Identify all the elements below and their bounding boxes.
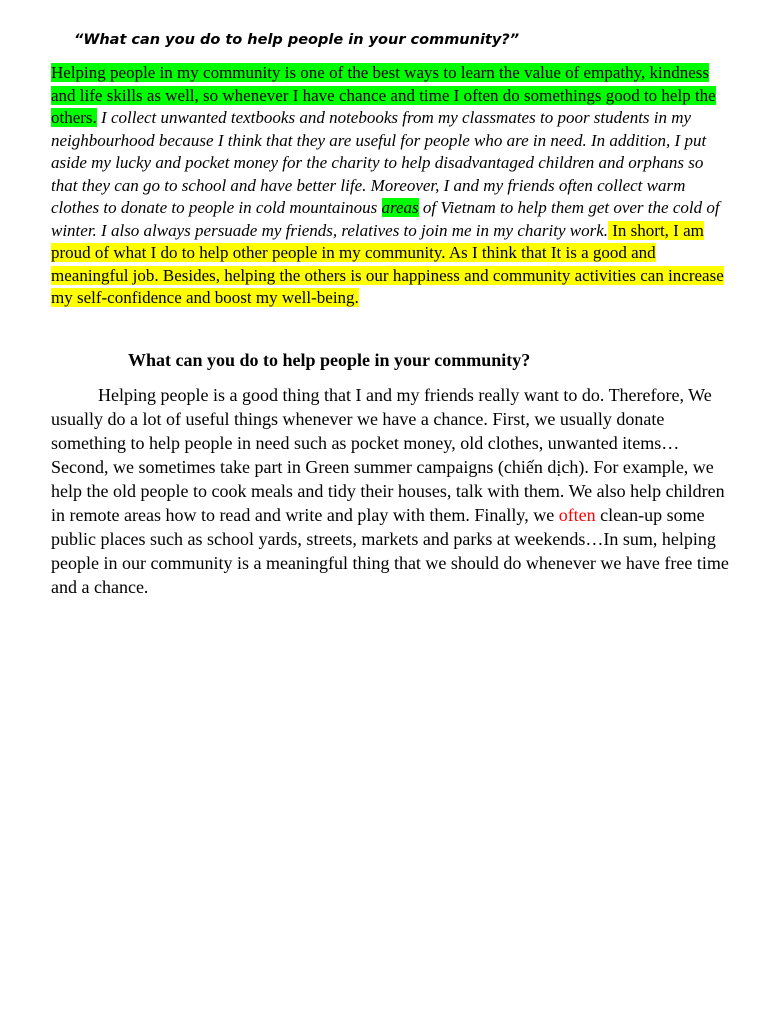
essay1-segment-areas: areas — [381, 198, 419, 217]
essay1-title: “What can you do to help people in your community?” — [74, 32, 520, 48]
essay2-body-part1: Helping people is a good thing that I and my friends really want to do. Therefore, We usually do a lot of useful things whenever we have a chance. First, we usually donate something to help people in need such as pocket money, old clothes, unwanted items… Second, we sometimes take part in Green summer campaigns (chiến dịch). For example, we help the old people to cook meals and tidy their houses, talk with them. We also help children in remote areas how to read and write and play with them. Finally, we — [51, 385, 725, 525]
essay1-segment-intro: Helping people in my community is one of the best ways to learn the value of empathy, kindness and life skills as well, so whenever I have chance and time I often do somethings good to help the others. — [51, 63, 716, 127]
essay2-body — [51, 383, 731, 599]
essay2-red-word: often — [558, 505, 596, 525]
essay2-body-part2: clean-up some public places such as school yards, streets, markets and parks at weekends…In sum, helping people in our community is a meaningful thing that we should do whenever we have free time and a chance. — [51, 505, 729, 597]
essay1-segment-winter: of Vietnam to help them get over the cold of winter. I also always persuade my friends, relatives to join me in my charity work. — [51, 198, 720, 240]
essay1-body — [51, 62, 729, 310]
essay1-segment-conclusion: In short, I am proud of what I do to help other people in my community. As I think that It is a good and meaningful job. Besides, helping the others is our happiness and community activities can increase my self-confidence and boost my well-being. — [51, 220, 724, 307]
essay1-segment-examples: I collect unwanted textbooks and notebooks from my classmates to poor students in my neighbourhood because I think that they are useful for people who are in need. In addition, I put aside my lucky and pocket money for the charity to help disadvantaged children and orphans so that they can go to school and have better life. Moreover, I and my friends often collect warm clothes to donate to people in cold mountainous — [51, 108, 707, 217]
essay2-title: What can you do to help people in your community? — [128, 350, 531, 370]
